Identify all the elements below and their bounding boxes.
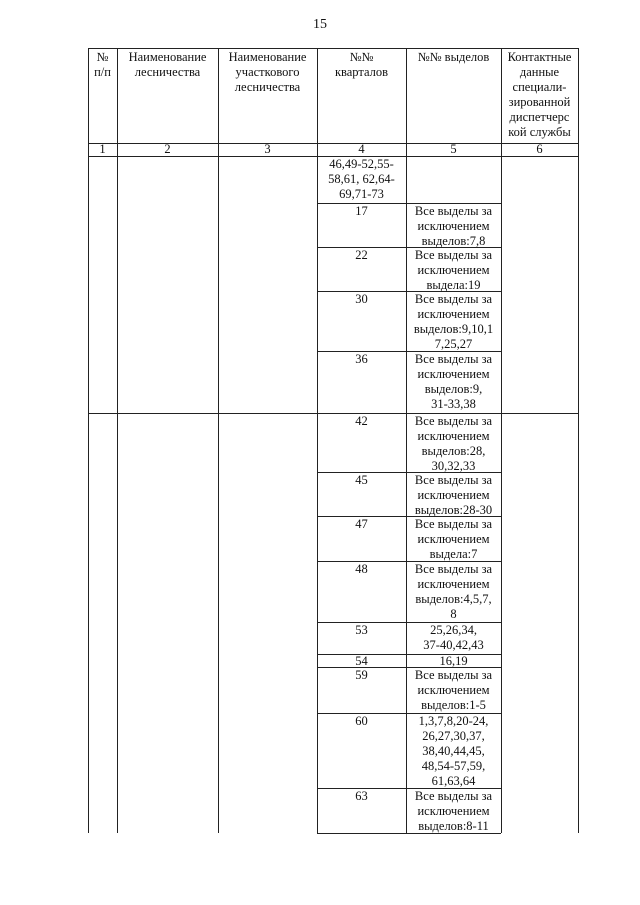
- table-border-left: [88, 48, 89, 833]
- quarter-cell: 59: [355, 668, 368, 682]
- quarter-cell: 46,49-52,55- 58,61, 62,64- 69,71-73: [328, 157, 395, 201]
- plots-cell: Все выделы за исключением выделов:7,8: [414, 204, 493, 248]
- quarter-cell: 45: [355, 473, 368, 487]
- header-quarter-numbers: №№ кварталов: [334, 50, 389, 79]
- quarter-cell: 63: [355, 789, 368, 803]
- plots-cell: Все выделы за исключением выделов:28, 30,32,33: [414, 414, 493, 473]
- quarter-cell: 17: [355, 204, 368, 218]
- plots-cell: Все выделы за исключением выделов:1-5: [414, 668, 493, 712]
- quarter-cell: 60: [355, 714, 368, 728]
- quarter-cell: 36: [355, 352, 368, 366]
- header-district-forestry-name: Наименование участкового лесничества: [228, 50, 307, 94]
- quarter-cell: 47: [355, 517, 368, 531]
- column-number: 3: [264, 142, 271, 156]
- plots-cell: Все выделы за исключением выделов:9, 31-33,38: [414, 352, 493, 411]
- plots-cell: Все выделы за исключением выделов:8-11: [414, 789, 493, 833]
- plots-cell: Все выделы за исключением выделов:4,5,7, 8: [414, 562, 493, 621]
- column-divider: [117, 48, 118, 833]
- header-forestry-name: Наименование лесничества: [128, 50, 207, 79]
- quarter-cell: 54: [355, 654, 368, 668]
- column-number: 2: [164, 142, 171, 156]
- quarter-cell: 30: [355, 292, 368, 306]
- header-dispatch-contacts: Контактные данные специали- зированной диспетчерс кой службы: [507, 50, 572, 139]
- quarter-cell: 48: [355, 562, 368, 576]
- column-divider: [501, 48, 502, 833]
- column-number: 4: [358, 142, 365, 156]
- header-plot-numbers: №№ выделов: [417, 50, 490, 64]
- header-row-number: № п/п: [94, 50, 111, 79]
- page-number: 15: [313, 17, 327, 32]
- quarter-cell: 22: [355, 248, 368, 262]
- column-number: 6: [536, 142, 543, 156]
- plots-cell: 25,26,34, 37-40,42,43: [423, 623, 484, 652]
- plots-cell: Все выделы за исключением выделов:28-30: [414, 473, 493, 517]
- plots-cell: Все выделы за исключением выдела:19: [414, 248, 493, 292]
- column-number: 5: [450, 142, 457, 156]
- column-number: 1: [99, 142, 106, 156]
- table-border-right: [578, 48, 579, 833]
- plots-cell: 16,19: [439, 654, 468, 668]
- quarter-cell: 53: [355, 623, 368, 637]
- plots-cell: Все выделы за исключением выделов:9,10,1 7,25,27: [413, 292, 494, 351]
- table-border-top: [88, 48, 578, 49]
- quarter-cell: 42: [355, 414, 368, 428]
- plots-cell: Все выделы за исключением выдела:7: [414, 517, 493, 561]
- column-divider: [218, 48, 219, 833]
- plots-cell: 1,3,7,8,20-24, 26,27,30,37, 38,40,44,45, 48,54-57,59, 61,63,64: [418, 714, 489, 788]
